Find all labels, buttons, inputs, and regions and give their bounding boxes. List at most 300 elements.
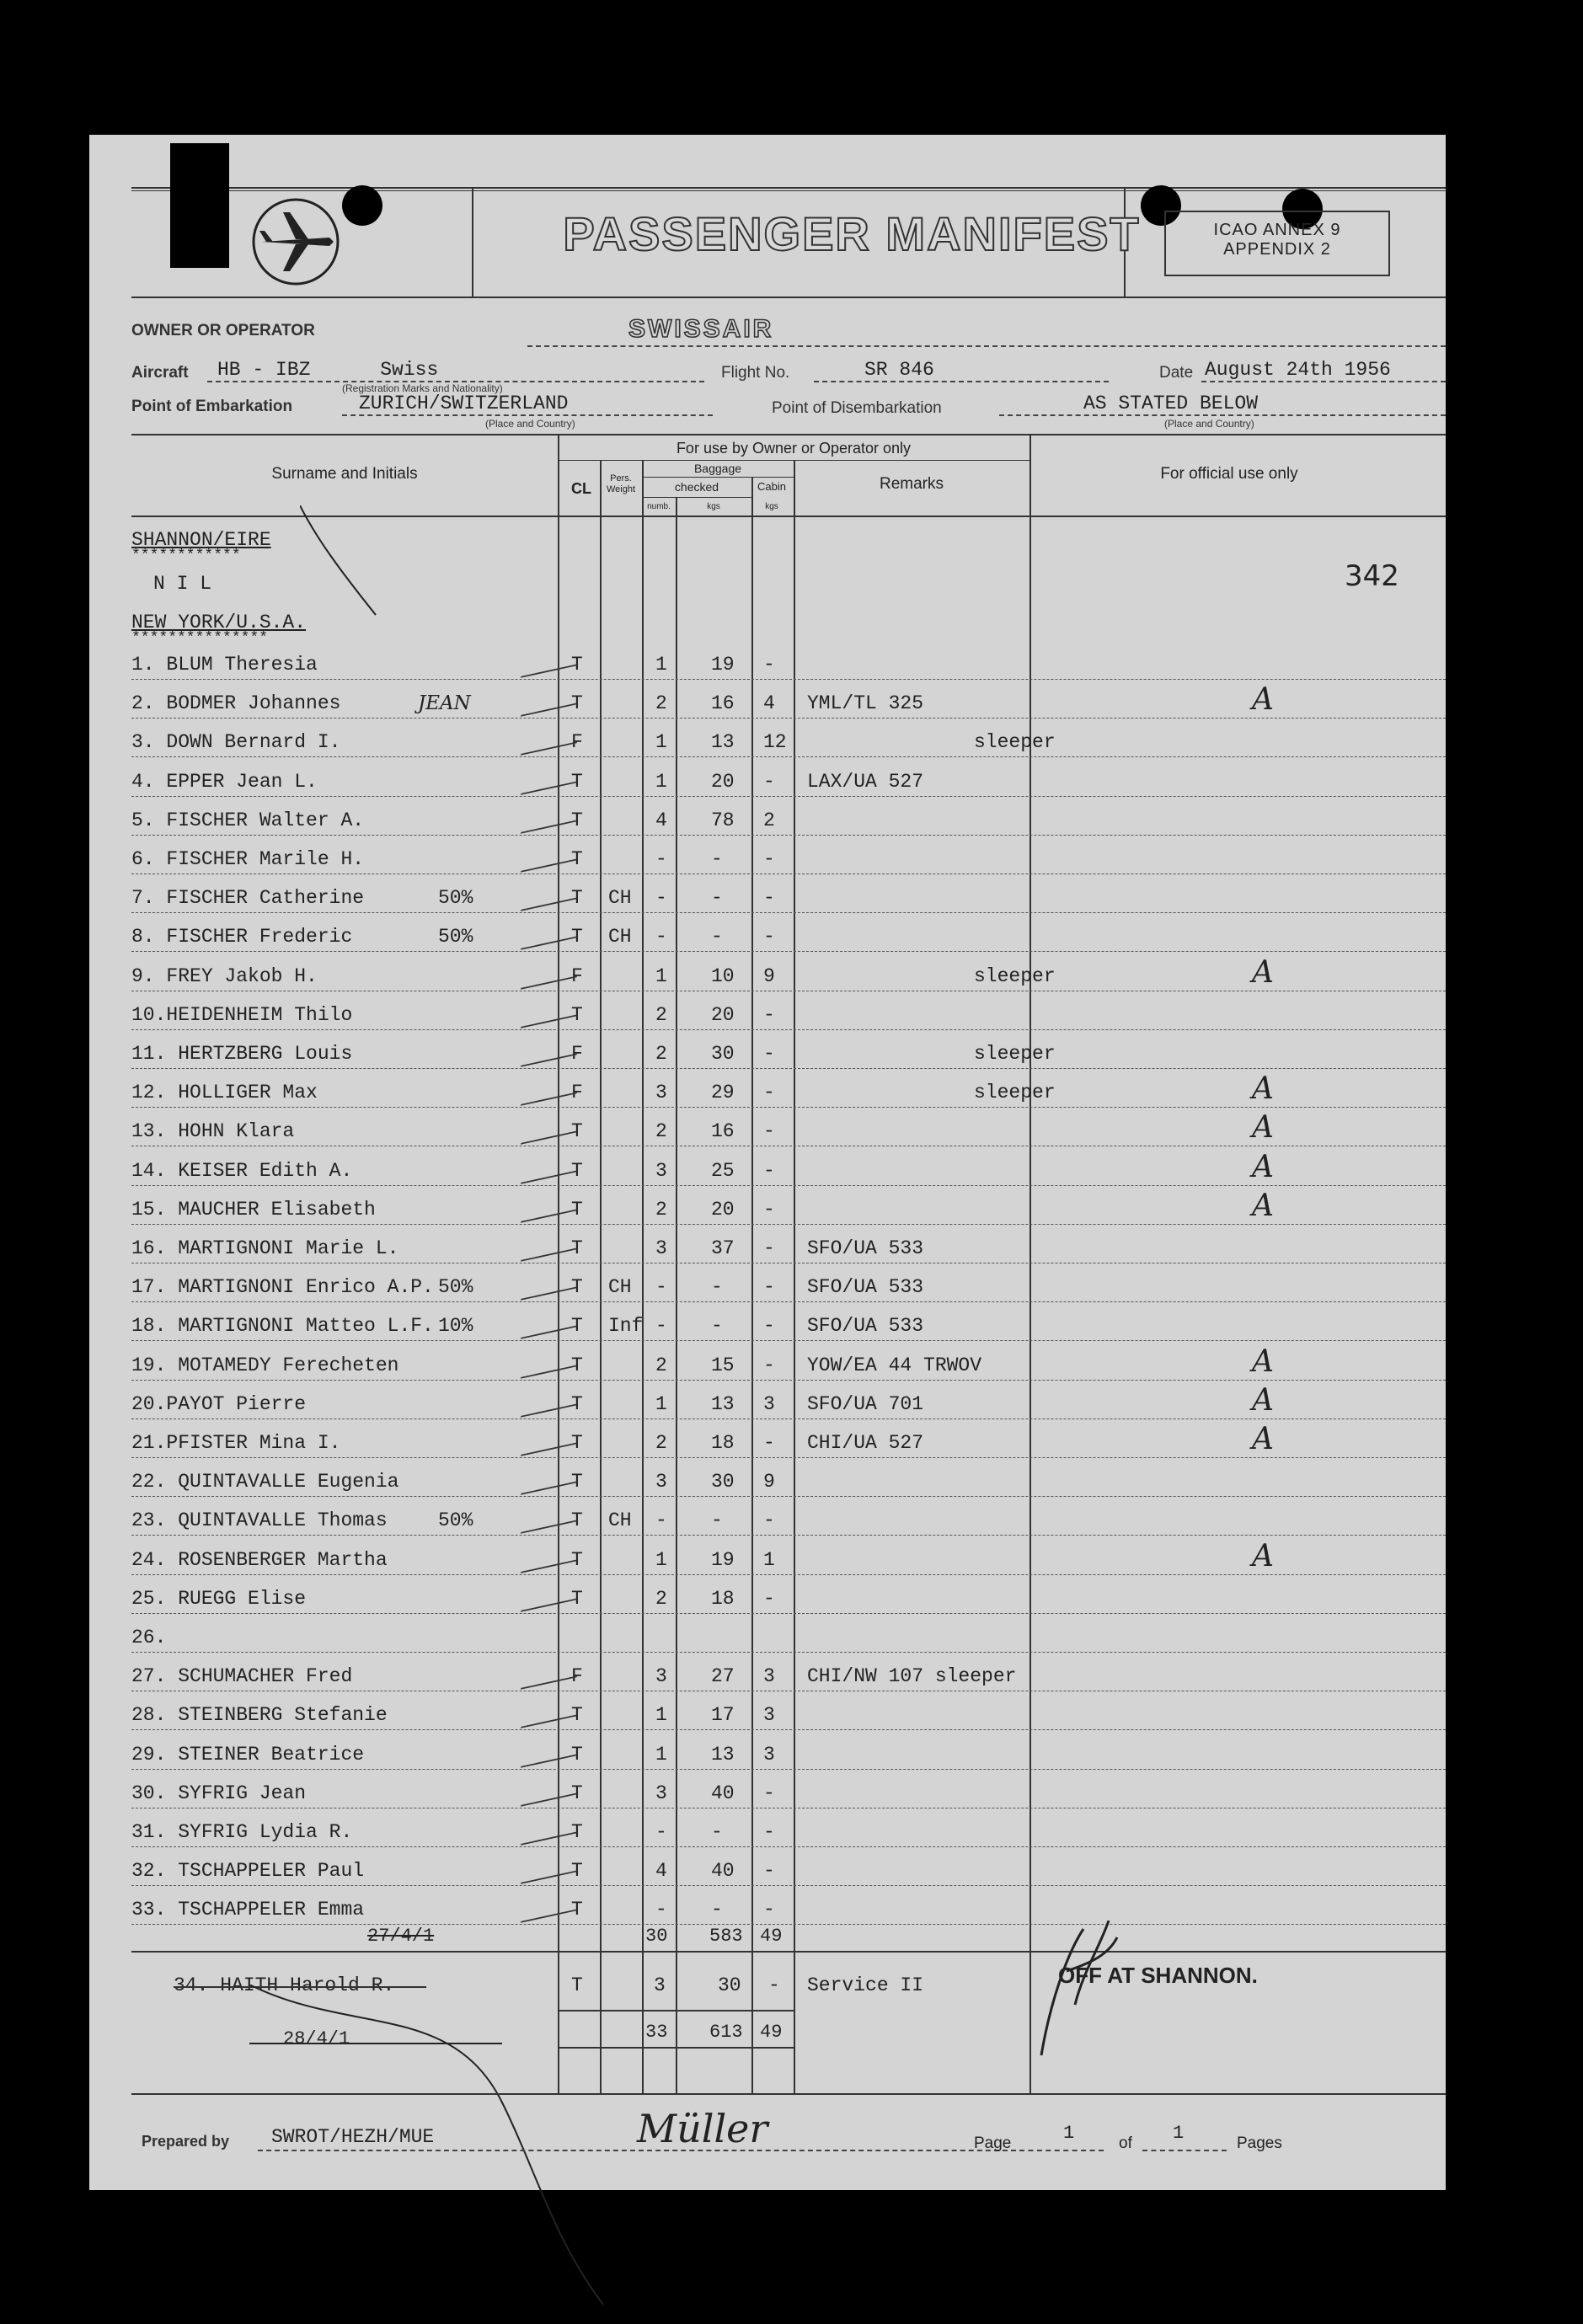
owner-label: OWNER OR OPERATOR — [131, 322, 315, 339]
official-mark: A — [1252, 1071, 1274, 1107]
baggage-kgs: 20 — [711, 1003, 735, 1026]
embark-sublabel: (Place and Country) — [485, 418, 575, 430]
manifest-sheet — [89, 135, 1446, 2190]
passenger-name: 3. DOWN Bernard I. — [131, 731, 341, 754]
class-value: T — [571, 1198, 583, 1221]
baggage-count: 2 — [655, 1198, 667, 1221]
baggage-kgs: - — [711, 887, 723, 910]
official-header: For official use only — [1160, 465, 1298, 483]
baggage-count: 2 — [655, 1003, 667, 1026]
baggage-count: 1 — [655, 770, 667, 793]
cabin-kgs: - — [763, 1509, 775, 1532]
section-newyork: NEW YORK/U.S.A. — [131, 612, 307, 633]
pages-label: Pages — [1237, 2134, 1282, 2152]
row-rule — [131, 1496, 1446, 1497]
baggage-kgs: 30 — [711, 1043, 735, 1065]
class-value: T — [571, 809, 583, 831]
row-rule — [131, 1729, 1446, 1730]
table-row — [131, 1070, 1404, 1109]
row-rule — [131, 1924, 1446, 1925]
pers-weight-value: Inf — [608, 1315, 644, 1338]
baggage-kgs: 19 — [711, 1548, 735, 1571]
disembark-line — [999, 414, 1446, 416]
section-stars: ************ — [131, 548, 241, 564]
section-nil: N I L — [153, 573, 212, 595]
baggage-count: - — [655, 926, 667, 948]
cabin-kgs: - — [763, 1899, 775, 1921]
baggage-count: 2 — [655, 1354, 667, 1376]
remarks-header: Remarks — [879, 475, 944, 493]
baggage-count: 2 — [655, 692, 667, 715]
class-value: T — [571, 926, 583, 948]
date-value: August 24th 1956 — [1205, 359, 1391, 381]
official-mark: A — [1252, 682, 1274, 718]
flight-label: Flight No. — [721, 364, 790, 382]
passenger-name: 5. FISCHER Walter A. — [131, 809, 365, 831]
passenger-name: 28. STEINBERG Stefanie — [131, 1704, 388, 1727]
class-value: T — [571, 654, 583, 676]
baggage-kgs: - — [711, 1509, 723, 1532]
baggage-count: 1 — [655, 1392, 667, 1415]
remarks-value: CHI/NW 107 sleeper — [807, 1665, 1017, 1688]
operator-name: SWISSAIR — [628, 315, 774, 343]
table-top-rule — [131, 434, 1446, 435]
cl-header: CL — [571, 480, 591, 497]
class-value: T — [571, 1276, 583, 1299]
cabin-kgs: 12 — [763, 731, 787, 754]
baggage-kgs: - — [711, 1899, 723, 1921]
disembark-sublabel: (Place and Country) — [1164, 418, 1254, 430]
extra-passenger-name: 34. HAITH Harold R. — [174, 1974, 395, 1996]
numb-header: numb. — [647, 502, 671, 511]
embark-value: ZURICH/SWITZERLAND — [359, 393, 569, 414]
cabin-kgs: - — [763, 1120, 775, 1143]
baggage-kgs: 18 — [711, 1587, 735, 1610]
cabin-kgs: - — [763, 654, 775, 676]
baggage-kgs: 78 — [711, 809, 735, 831]
baggage-kgs: 30 — [711, 1471, 735, 1493]
remarks-extra: sleeper — [974, 964, 1056, 987]
passenger-note: 50% — [438, 1509, 473, 1532]
checked-header: checked — [674, 480, 719, 494]
total-numb: 33 — [645, 2022, 668, 2043]
passenger-note: JEAN — [418, 692, 471, 715]
baggage-kgs: 16 — [711, 1120, 735, 1143]
baggage-kgs: - — [711, 1276, 723, 1299]
aircraft-label: Aircraft — [131, 364, 189, 382]
table-row — [131, 1654, 1404, 1692]
page-label: Page — [974, 2134, 1012, 2152]
official-mark: A — [1252, 954, 1274, 990]
pers-weight-value: CH — [608, 1276, 632, 1299]
table-row — [131, 1848, 1404, 1887]
table-row — [131, 1031, 1404, 1070]
baggage-kgs: 27 — [711, 1665, 735, 1688]
icao-box — [1164, 211, 1390, 276]
baggage-count: - — [655, 1821, 667, 1843]
row-rule — [131, 1885, 1446, 1886]
cabin-kgs: - — [763, 1432, 775, 1454]
baggage-kgs: 40 — [711, 1860, 735, 1883]
page-line — [1019, 2150, 1104, 2151]
cabin-kgs: 2 — [763, 809, 775, 831]
class-value: T — [571, 1120, 583, 1143]
remarks-extra: sleeper — [974, 731, 1056, 754]
baggage-count: 3 — [655, 1665, 667, 1688]
off-at-shannon-stamp: OFF AT SHANNON. — [1058, 1963, 1258, 1988]
baggage-kgs: 13 — [711, 1392, 735, 1415]
class-value: T — [571, 1237, 583, 1259]
baggage-kgs: 40 — [711, 1782, 735, 1804]
baggage-kgs: - — [711, 848, 723, 870]
passenger-name: 9. FREY Jakob H. — [131, 964, 318, 987]
class-value: T — [571, 1471, 583, 1493]
baggage-kgs: 16 — [711, 692, 735, 715]
official-mark: A — [1252, 1188, 1274, 1223]
official-mark: A — [1252, 1110, 1274, 1146]
row-rule — [131, 756, 1446, 757]
date-label: Date — [1159, 364, 1194, 382]
table-row — [131, 681, 1404, 719]
subtotal-label: 27/4/1 — [367, 1926, 435, 1947]
row-rule — [131, 679, 1446, 680]
baggage-kgs: - — [711, 926, 723, 948]
baggage-count: 1 — [655, 964, 667, 987]
class-value: T — [571, 1354, 583, 1376]
passenger-name: 33. TSCHAPPELER Emma — [131, 1899, 365, 1921]
passenger-name: 14. KEISER Edith A. — [131, 1159, 353, 1182]
table-row — [131, 1887, 1404, 1926]
passenger-name: 22. QUINTAVALLE Eugenia — [131, 1471, 399, 1493]
remarks-value: SFO/UA 533 — [807, 1237, 924, 1259]
cabin-kgs: 9 — [763, 1471, 775, 1493]
row-rule — [131, 1769, 1446, 1770]
top-rule — [131, 187, 1446, 189]
table-row — [131, 759, 1404, 798]
cabin-kgs: - — [763, 1003, 775, 1026]
cabin-kgs: - — [763, 926, 775, 948]
class-value: T — [571, 1392, 583, 1415]
class-value: T — [571, 848, 583, 870]
cabin-kgs: - — [763, 887, 775, 910]
passenger-name: 7. FISCHER Catherine — [131, 887, 365, 910]
cabin-kgs: - — [763, 1860, 775, 1883]
airplane-logo-icon — [249, 195, 342, 288]
passenger-name: 6. FISCHER Marile H. — [131, 848, 365, 870]
remarks-value: YML/TL 325 — [807, 692, 924, 715]
passenger-name: 8. FISCHER Frederic — [131, 926, 353, 948]
prepared-label: Prepared by — [142, 2133, 230, 2150]
official-mark: A — [1252, 1344, 1274, 1379]
baggage-count: 4 — [655, 809, 667, 831]
class-value: T — [571, 1821, 583, 1843]
baggage-count: 1 — [655, 731, 667, 754]
baggage-kgs: - — [711, 1315, 723, 1338]
header-bottom-rule — [131, 297, 1446, 298]
table-row — [131, 1226, 1404, 1264]
embark-line — [342, 414, 713, 416]
baggage-kgs: 19 — [711, 654, 735, 676]
disembark-value: AS STATED BELOW — [1083, 393, 1259, 414]
passenger-name: 13. HOHN Klara — [131, 1120, 295, 1143]
table-row — [131, 1732, 1404, 1771]
table-row — [131, 1809, 1404, 1848]
handwritten-initials — [1024, 1921, 1126, 2064]
passenger-name: 31. SYFRIG Lydia R. — [131, 1821, 353, 1843]
binder-tab — [170, 143, 229, 268]
table-row — [131, 719, 1404, 758]
baggage-header: Baggage — [693, 462, 742, 475]
class-value: F — [571, 1665, 583, 1688]
baggage-kgs: 13 — [711, 731, 735, 754]
baggage-count: 2 — [655, 1587, 667, 1610]
cabin-kgs: 3 — [763, 1392, 775, 1415]
hand-stroke — [300, 505, 384, 623]
class-value: T — [571, 1743, 583, 1766]
table-row — [131, 1771, 1404, 1809]
official-number: 342 — [1345, 559, 1399, 593]
pers-weight-value: CH — [608, 926, 632, 948]
embark-label: Point of Embarkation — [131, 398, 293, 415]
class-value: T — [571, 1315, 583, 1338]
baggage-kgs: 17 — [711, 1704, 735, 1727]
table-row — [131, 1420, 1404, 1459]
table-row — [131, 1692, 1404, 1731]
table-row — [131, 1498, 1404, 1536]
class-value: T — [571, 1432, 583, 1454]
cabin-kgs: - — [763, 1082, 775, 1104]
remarks-extra: sleeper — [974, 1082, 1056, 1104]
row-rule — [131, 1224, 1446, 1225]
row-rule — [131, 1652, 1446, 1653]
row-rule — [131, 1185, 1446, 1186]
passenger-name: 10.HEIDENHEIM Thilo — [131, 1003, 353, 1026]
baggage-count: - — [655, 1276, 667, 1299]
pers-weight-value: CH — [608, 887, 632, 910]
icao-line2: APPENDIX 2 — [1223, 240, 1331, 259]
table-row — [131, 1576, 1404, 1615]
remarks-value: CHI/UA 527 — [807, 1432, 924, 1454]
table-row — [131, 1148, 1404, 1187]
passenger-name: 29. STEINER Beatrice — [131, 1743, 365, 1766]
baggage-count: 1 — [655, 654, 667, 676]
passenger-name: 25. RUEGG Elise — [131, 1587, 307, 1610]
class-value: T — [571, 1704, 583, 1727]
subtotal-kgs: 583 — [709, 1926, 743, 1947]
baggage-count: - — [655, 1899, 667, 1921]
table-row — [131, 1381, 1404, 1420]
date-line — [1201, 381, 1446, 382]
cabin-kgs: 3 — [763, 1743, 775, 1766]
cabin-kgs: - — [763, 1587, 775, 1610]
disembark-label: Point of Disembarkation — [772, 399, 942, 417]
table-row — [131, 875, 1404, 914]
of-label: of — [1119, 2134, 1132, 2152]
class-value: T — [571, 770, 583, 793]
row-rule — [131, 912, 1446, 913]
table-row — [131, 914, 1404, 953]
baggage-kgs: 13 — [711, 1743, 735, 1766]
row-rule — [131, 1068, 1446, 1069]
kgs-header: kgs — [707, 502, 720, 511]
table-row — [131, 1187, 1404, 1226]
baggage-count: 1 — [655, 1548, 667, 1571]
extra-cl: T — [571, 1974, 583, 1996]
table-row — [131, 1264, 1404, 1303]
baggage-count: 1 — [655, 1743, 667, 1766]
passenger-name: 18. MARTIGNONI Matteo L.F. — [131, 1315, 434, 1338]
class-value: T — [571, 1587, 583, 1610]
subtotal-numb: 30 — [645, 1926, 668, 1947]
footer-top-rule — [131, 2093, 1446, 2095]
cabin-kgs: 3 — [763, 1704, 775, 1727]
class-value: T — [571, 692, 583, 715]
row-rule — [131, 1380, 1446, 1381]
section-stars: *************** — [131, 630, 269, 647]
cabin-kgs: 1 — [763, 1548, 775, 1571]
row-rule — [131, 796, 1446, 797]
passenger-name: 20.PAYOT Pierre — [131, 1392, 307, 1415]
passenger-name: 1. BLUM Theresia — [131, 654, 318, 676]
passenger-name: 11. HERTZBERG Louis — [131, 1043, 353, 1065]
surname-header: Surname and Initials — [271, 465, 418, 483]
baggage-count: 2 — [655, 1120, 667, 1143]
passenger-name: 24. ROSENBERGER Martha — [131, 1548, 388, 1571]
baggage-count: 3 — [655, 1237, 667, 1259]
baggage-count: - — [655, 887, 667, 910]
baggage-kgs: 18 — [711, 1432, 735, 1454]
passenger-name: 26. — [131, 1627, 167, 1648]
total-label: 28/4/1 — [283, 2028, 350, 2049]
official-mark: A — [1252, 1422, 1274, 1456]
passenger-name: 2. BODMER Johannes — [131, 692, 341, 715]
baggage-kgs: - — [711, 1821, 723, 1843]
aircraft-value: HB - IBZ Swiss — [217, 359, 439, 381]
extra-kgs: 30 — [718, 1974, 741, 1996]
baggage-kgs: 20 — [711, 770, 735, 793]
passenger-name: 4. EPPER Jean L. — [131, 770, 318, 793]
class-value: F — [571, 964, 583, 987]
checked-rule — [642, 497, 751, 498]
class-value: T — [571, 1509, 583, 1532]
baggage-count: - — [655, 1315, 667, 1338]
remarks-value: YOW/EA 44 TRWOV — [807, 1354, 982, 1376]
class-value: T — [571, 887, 583, 910]
cabin-kgs: - — [763, 1821, 775, 1843]
page-value: 1 — [1063, 2123, 1075, 2144]
row-rule — [131, 1535, 1446, 1536]
table-row — [131, 836, 1404, 875]
passenger-note: 50% — [438, 926, 473, 948]
baggage-kgs: 10 — [711, 964, 735, 987]
section-shannon: SHANNON/EIRE — [131, 529, 271, 551]
row-rule — [131, 951, 1446, 952]
cabin-kgs: - — [763, 1354, 775, 1376]
baggage-kgs: 29 — [711, 1082, 735, 1104]
passenger-name: 19. MOTAMEDY Ferecheten — [131, 1354, 399, 1376]
baggage-count: 3 — [655, 1782, 667, 1804]
owner-use-header: For use by Owner or Operator only — [676, 440, 912, 457]
flight-value: SR 846 — [864, 359, 934, 381]
baggage-count: 1 — [655, 1704, 667, 1727]
prepared-value: SWROT/HEZH/MUE — [271, 2126, 435, 2148]
subtotal-rule — [131, 1951, 1446, 1953]
cabin-kgs: - — [763, 1198, 775, 1221]
baggage-kgs: 20 — [711, 1198, 735, 1221]
cabin-kgs: - — [763, 1237, 775, 1259]
table-row — [131, 798, 1404, 836]
passenger-name: 30. SYFRIG Jean — [131, 1782, 307, 1804]
cabin-kgs: - — [763, 1159, 775, 1182]
cabin-header: Cabin — [757, 480, 786, 493]
passenger-name: 17. MARTIGNONI Enrico A.P. — [131, 1276, 434, 1299]
cabin-kgs: - — [763, 770, 775, 793]
top-rule-thin — [131, 190, 1446, 191]
cabin-kgs: - — [763, 1276, 775, 1299]
official-mark: A — [1252, 1149, 1274, 1184]
table-row — [131, 1537, 1404, 1576]
official-mark: A — [1252, 1382, 1274, 1418]
remarks-value: LAX/UA 527 — [807, 770, 924, 793]
table-row — [131, 1343, 1404, 1381]
signature: Müller — [637, 2106, 768, 2151]
pers-weight-header: Pers. Weight — [606, 473, 636, 494]
table-row — [131, 1109, 1404, 1147]
table-row — [131, 642, 1404, 681]
row-rule — [131, 718, 1446, 719]
row-rule — [131, 1107, 1446, 1108]
baggage-kgs: 25 — [711, 1159, 735, 1182]
row-rule — [131, 835, 1446, 836]
class-value: F — [571, 1043, 583, 1065]
class-value: T — [571, 1782, 583, 1804]
cabin-kgs: - — [763, 1315, 775, 1338]
total-kgs: 613 — [709, 2022, 743, 2043]
baggage-count: 3 — [655, 1082, 667, 1104]
baggage-count: - — [655, 1509, 667, 1532]
passenger-name: 16. MARTIGNONI Marie L. — [131, 1237, 399, 1259]
flight-line — [814, 381, 1109, 382]
table-row — [131, 1615, 1404, 1654]
row-rule — [131, 1029, 1446, 1030]
passenger-name: 12. HOLLIGER Max — [131, 1082, 318, 1104]
extra-remarks: Service II — [807, 1974, 924, 1996]
cabin-kgs-header: kgs — [765, 502, 778, 511]
page-title: PASSENGER MANIFEST — [563, 207, 1141, 260]
baggage-kgs: 15 — [711, 1354, 735, 1376]
remarks-value: SFO/UA 533 — [807, 1315, 924, 1338]
passenger-note: 50% — [438, 887, 473, 910]
table-row — [131, 1459, 1404, 1498]
passenger-name: 32. TSCHAPPELER Paul — [131, 1860, 365, 1883]
owner-line — [527, 345, 1446, 347]
baggage-count: 4 — [655, 1860, 667, 1883]
baggage-count: 3 — [655, 1471, 667, 1493]
punch-hole — [342, 185, 382, 226]
passenger-note: 10% — [438, 1315, 473, 1338]
class-value: T — [571, 1899, 583, 1921]
row-rule — [131, 1613, 1446, 1614]
extra-cabin: - — [768, 1974, 780, 1996]
class-value: T — [571, 1159, 583, 1182]
subtotal-cabin: 49 — [760, 1926, 783, 1947]
baggage-count: 3 — [655, 1159, 667, 1182]
baggage-count: 2 — [655, 1043, 667, 1065]
class-value: T — [571, 1860, 583, 1883]
remarks-value: SFO/UA 533 — [807, 1276, 924, 1299]
passenger-name: 21.PFISTER Mina I. — [131, 1432, 341, 1454]
total-cabin: 49 — [760, 2022, 783, 2043]
